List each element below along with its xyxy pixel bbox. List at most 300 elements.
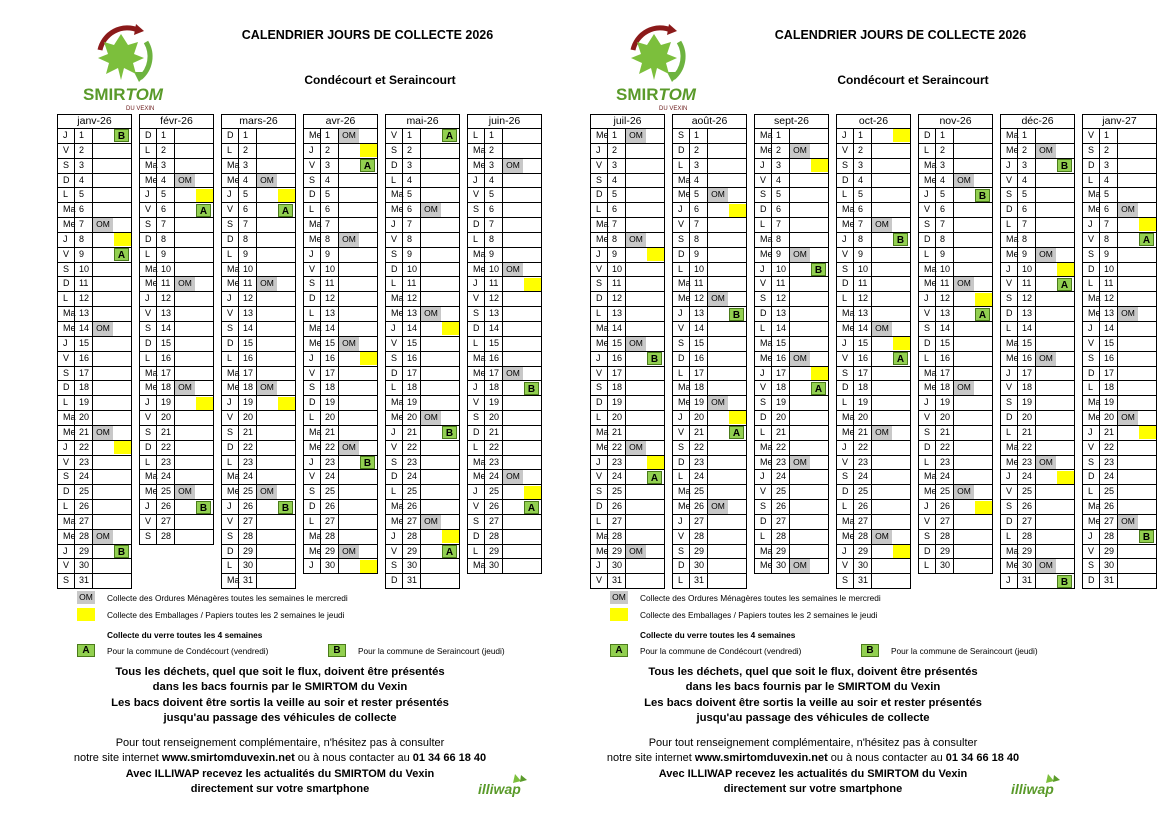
collection-cell (1138, 456, 1156, 470)
collection-cell (195, 456, 213, 470)
om-cell (626, 322, 646, 336)
day-row (591, 456, 664, 471)
day-number: 17 (321, 367, 339, 381)
day-row (1083, 367, 1156, 382)
verre-a-marker: A (729, 426, 744, 439)
month-column (303, 114, 378, 574)
day-row (1083, 470, 1156, 485)
om-cell (872, 545, 892, 559)
legend-b-row (861, 644, 1038, 657)
day-number: 25 (854, 485, 872, 499)
om-cell (1118, 396, 1138, 410)
weekday: Me (304, 545, 321, 559)
day-row (1083, 307, 1156, 322)
collection-cell (195, 159, 213, 173)
om-cell (872, 485, 892, 499)
day-row (919, 277, 992, 292)
day-number: 18 (772, 381, 790, 395)
collection-cell (195, 292, 213, 306)
weekday: J (140, 500, 157, 514)
om-cell (790, 500, 810, 514)
day-number: 17 (75, 367, 93, 381)
weekday: J (468, 174, 485, 188)
collection-cell (441, 277, 459, 291)
collection-cell (359, 411, 377, 425)
weekday: Me (386, 515, 403, 529)
day-row (755, 233, 828, 248)
weekday: Ma (386, 500, 403, 514)
om-cell (421, 470, 441, 484)
day-row (673, 248, 746, 263)
day-number: 30 (321, 559, 339, 573)
om-cell (1036, 292, 1056, 306)
weekday: D (386, 470, 403, 484)
weekday: D (386, 574, 403, 588)
weekday: L (1083, 381, 1100, 395)
collection-cell (728, 352, 746, 366)
collection-cell (1056, 263, 1074, 277)
collection-cell (646, 411, 664, 425)
day-row (468, 426, 541, 441)
collection-cell (810, 307, 828, 321)
day-row (755, 470, 828, 485)
day-number: 25 (690, 485, 708, 499)
weekday: S (1083, 144, 1100, 158)
weekday: S (755, 396, 772, 410)
collection-cell (892, 559, 910, 573)
om-cell (421, 441, 441, 455)
day-number: 22 (608, 441, 626, 455)
day-row (673, 456, 746, 471)
day-row (386, 337, 459, 352)
day-row (919, 248, 992, 263)
weekday: Me (468, 470, 485, 484)
day-number: 4 (157, 174, 175, 188)
weekday: Ma (140, 470, 157, 484)
om-cell (708, 411, 728, 425)
legend-om-swatch: OM (77, 591, 95, 604)
website-link[interactable]: www.smirtomduvexin.net (694, 752, 828, 765)
weekday: D (673, 352, 690, 366)
om-cell (175, 337, 195, 351)
om-cell (503, 352, 523, 366)
weekday: S (755, 500, 772, 514)
collection-cell (113, 515, 131, 529)
collection-cell (810, 144, 828, 158)
weekday: Ma (222, 367, 239, 381)
day-number: 26 (690, 500, 708, 514)
day-row (673, 559, 746, 574)
month-header: déc-26 (1000, 114, 1075, 129)
om-cell (954, 337, 974, 351)
om-cell (421, 456, 441, 470)
day-number: 18 (854, 381, 872, 395)
day-number: 8 (1018, 233, 1036, 247)
day-row (1001, 144, 1074, 159)
weekday: D (591, 396, 608, 410)
om-cell (421, 218, 441, 232)
day-number: 26 (772, 500, 790, 514)
weekday: V (386, 337, 403, 351)
verre-b-marker: B (442, 426, 457, 439)
om-cell (872, 263, 892, 277)
collection-cell (277, 188, 295, 202)
collection-cell (441, 426, 459, 440)
om-cell (503, 322, 523, 336)
day-number: 17 (854, 367, 872, 381)
collection-cell (1056, 470, 1074, 484)
day-number: 15 (75, 337, 93, 351)
day-number: 7 (936, 218, 954, 232)
day-number: 23 (157, 456, 175, 470)
weekday: J (755, 470, 772, 484)
weekday: J (58, 441, 75, 455)
day-number: 9 (936, 248, 954, 262)
day-row (673, 485, 746, 500)
day-row (1001, 307, 1074, 322)
day-row (386, 174, 459, 189)
day-number: 11 (321, 277, 339, 291)
collection-cell (277, 530, 295, 544)
day-number: 12 (936, 292, 954, 306)
day-row (468, 263, 541, 278)
om-cell (175, 307, 195, 321)
day-number: 28 (75, 530, 93, 544)
om-cell (421, 426, 441, 440)
day-row (919, 337, 992, 352)
om-cell (339, 396, 359, 410)
day-number: 13 (608, 307, 626, 321)
day-number: 10 (75, 263, 93, 277)
om-cell (339, 367, 359, 381)
day-number: 1 (321, 129, 339, 143)
collection-cell (441, 411, 459, 425)
day-number: 14 (1100, 322, 1118, 336)
weekday: L (58, 500, 75, 514)
collection-cell (113, 174, 131, 188)
day-row (1001, 188, 1074, 203)
day-number: 8 (321, 233, 339, 247)
weekday: D (1001, 411, 1018, 425)
om-cell (626, 367, 646, 381)
day-number: 10 (1100, 263, 1118, 277)
month-column (918, 114, 993, 574)
verre-a-marker: A (360, 159, 375, 172)
day-number: 16 (1018, 352, 1036, 366)
verre-a-marker: A (442, 129, 457, 142)
om-cell (708, 218, 728, 232)
day-row (222, 456, 295, 471)
day-number: 29 (608, 545, 626, 559)
collection-cell (1056, 322, 1074, 336)
day-row (837, 500, 910, 515)
day-number: 13 (1100, 307, 1118, 321)
day-row (140, 129, 213, 144)
weekday: S (222, 322, 239, 336)
collection-cell (728, 144, 746, 158)
weekday: J (386, 426, 403, 440)
weekday: S (140, 530, 157, 544)
om-cell (708, 367, 728, 381)
day-number: 19 (485, 396, 503, 410)
day-row (58, 411, 131, 426)
weekday: L (304, 203, 321, 217)
notice-line: dans les bacs fournis par le SMIRTOM du Vexin (152, 681, 408, 694)
day-row (1083, 337, 1156, 352)
om-cell (175, 426, 195, 440)
weekday: L (140, 352, 157, 366)
day-number: 24 (321, 470, 339, 484)
weekday: S (468, 307, 485, 321)
day-row (837, 307, 910, 322)
day-row (837, 144, 910, 159)
om-cell (708, 530, 728, 544)
weekday: D (591, 188, 608, 202)
weekday: Me (58, 426, 75, 440)
weekday: Me (591, 129, 608, 143)
om-cell (93, 277, 113, 291)
om-cell (954, 307, 974, 321)
weekday: Me (591, 545, 608, 559)
om-cell (626, 485, 646, 499)
om-cell (626, 396, 646, 410)
weekday: S (673, 129, 690, 143)
weekday: J (1083, 218, 1100, 232)
om-cell (954, 441, 974, 455)
phone-number: 01 34 66 18 40 (412, 752, 487, 765)
om-cell (339, 352, 359, 366)
day-row (140, 530, 213, 545)
om-badge: OM (1036, 559, 1056, 573)
emballages-marker (196, 189, 213, 202)
day-number: 11 (690, 277, 708, 291)
day-number: 6 (854, 203, 872, 217)
om-cell (339, 485, 359, 499)
day-number: 10 (485, 263, 503, 277)
day-number: 9 (321, 248, 339, 262)
weekday: J (837, 129, 854, 143)
day-number: 15 (321, 337, 339, 351)
collection-cell (646, 367, 664, 381)
collection-cell (113, 233, 131, 247)
smirtom-logo (611, 20, 697, 112)
day-number: 20 (321, 411, 339, 425)
day-number: 14 (321, 322, 339, 336)
day-row (1001, 426, 1074, 441)
collection-cell (195, 396, 213, 410)
day-number: 6 (1100, 203, 1118, 217)
day-row (386, 456, 459, 471)
day-row (1001, 515, 1074, 530)
day-row (140, 470, 213, 485)
weekday: J (837, 233, 854, 247)
collection-cell (359, 218, 377, 232)
day-row (755, 129, 828, 144)
day-number: 29 (772, 545, 790, 559)
om-cell (872, 203, 892, 217)
day-number: 4 (608, 174, 626, 188)
collection-cell (728, 441, 746, 455)
day-number: 23 (854, 456, 872, 470)
calendar-page-right (533, 0, 1151, 827)
om-cell (872, 188, 892, 202)
day-row (304, 515, 377, 530)
weekday: V (591, 263, 608, 277)
day-number: 2 (485, 144, 503, 158)
weekday: L (919, 352, 936, 366)
om-badge: OM (1118, 307, 1138, 321)
day-number: 21 (485, 426, 503, 440)
weekday: V (304, 367, 321, 381)
collection-cell (1056, 292, 1074, 306)
weekday: J (755, 263, 772, 277)
om-cell (626, 381, 646, 395)
collection-cell (892, 233, 910, 247)
collection-cell (1056, 277, 1074, 291)
om-cell (339, 530, 359, 544)
weekday: S (222, 218, 239, 232)
collection-cell (1056, 515, 1074, 529)
day-row (673, 129, 746, 144)
day-row (837, 456, 910, 471)
weekday: V (468, 292, 485, 306)
day-row (673, 188, 746, 203)
day-row (304, 277, 377, 292)
day-row (304, 559, 377, 574)
weekday: Ma (673, 381, 690, 395)
month-header: mai-26 (385, 114, 460, 129)
om-cell (339, 381, 359, 395)
om-cell (1118, 292, 1138, 306)
day-number: 12 (1100, 292, 1118, 306)
day-row (755, 277, 828, 292)
day-number: 23 (1100, 456, 1118, 470)
verre-b-marker: B (360, 456, 375, 469)
day-row (222, 441, 295, 456)
day-row (222, 559, 295, 574)
day-row (919, 515, 992, 530)
om-cell (872, 174, 892, 188)
day-number: 14 (854, 322, 872, 336)
day-row (591, 396, 664, 411)
collection-cell (441, 188, 459, 202)
om-cell (257, 337, 277, 351)
om-cell (708, 559, 728, 573)
weekday: Me (673, 188, 690, 202)
om-cell (790, 441, 810, 455)
weekday: V (673, 218, 690, 232)
emballages-marker (1139, 218, 1156, 231)
weekday: L (1001, 530, 1018, 544)
weekday: Ma (386, 292, 403, 306)
legend-a-row (610, 644, 801, 657)
day-number: 16 (772, 352, 790, 366)
day-row (673, 277, 746, 292)
day-number: 31 (403, 574, 421, 588)
weekday: L (304, 515, 321, 529)
day-number: 24 (690, 470, 708, 484)
om-cell (954, 292, 974, 306)
day-row (1083, 174, 1156, 189)
om-cell (790, 188, 810, 202)
weekday: L (919, 248, 936, 262)
day-row (1001, 337, 1074, 352)
day-row (386, 545, 459, 560)
om-badge: OM (503, 263, 523, 277)
day-number: 5 (772, 188, 790, 202)
weekday: Ma (591, 322, 608, 336)
om-cell (1036, 441, 1056, 455)
day-number: 7 (403, 218, 421, 232)
collection-cell (1138, 277, 1156, 291)
collection-cell (728, 218, 746, 232)
day-number: 22 (403, 441, 421, 455)
om-cell (954, 248, 974, 262)
collection-cell (810, 233, 828, 247)
weekday: L (386, 174, 403, 188)
collection-cell (277, 337, 295, 351)
weekday: S (1083, 248, 1100, 262)
day-row (591, 292, 664, 307)
day-number: 7 (321, 218, 339, 232)
day-number: 19 (690, 396, 708, 410)
phone-number: 01 34 66 18 40 (945, 752, 1020, 765)
om-cell (626, 174, 646, 188)
weekday: V (591, 159, 608, 173)
collection-cell (646, 337, 664, 351)
om-badge: OM (421, 411, 441, 425)
day-row (58, 396, 131, 411)
day-number: 14 (157, 322, 175, 336)
weekday: V (1083, 233, 1100, 247)
weekday: J (140, 292, 157, 306)
day-number: 6 (690, 203, 708, 217)
day-number: 17 (157, 367, 175, 381)
day-row (386, 396, 459, 411)
day-number: 26 (239, 500, 257, 514)
om-cell (708, 441, 728, 455)
collection-cell (974, 381, 992, 395)
day-row (591, 277, 664, 292)
collection-cell (974, 129, 992, 143)
day-row (386, 352, 459, 367)
weekday: L (1001, 426, 1018, 440)
day-row (673, 292, 746, 307)
collection-cell (646, 456, 664, 470)
day-row (386, 129, 459, 144)
day-number: 3 (157, 159, 175, 173)
weekday: V (140, 307, 157, 321)
om-cell (1118, 218, 1138, 232)
day-number: 25 (403, 485, 421, 499)
day-row (919, 485, 992, 500)
collection-cell (646, 129, 664, 143)
day-number: 26 (936, 500, 954, 514)
website-link[interactable]: www.smirtomduvexin.net (161, 752, 295, 765)
day-number: 14 (772, 322, 790, 336)
day-row (755, 530, 828, 545)
weekday: L (1083, 174, 1100, 188)
om-badge: OM (626, 441, 646, 455)
month-days (221, 129, 296, 589)
collection-cell (113, 485, 131, 499)
weekday: D (673, 144, 690, 158)
om-cell (339, 515, 359, 529)
om-cell (257, 292, 277, 306)
day-row (1083, 352, 1156, 367)
om-cell (626, 470, 646, 484)
om-cell (626, 218, 646, 232)
